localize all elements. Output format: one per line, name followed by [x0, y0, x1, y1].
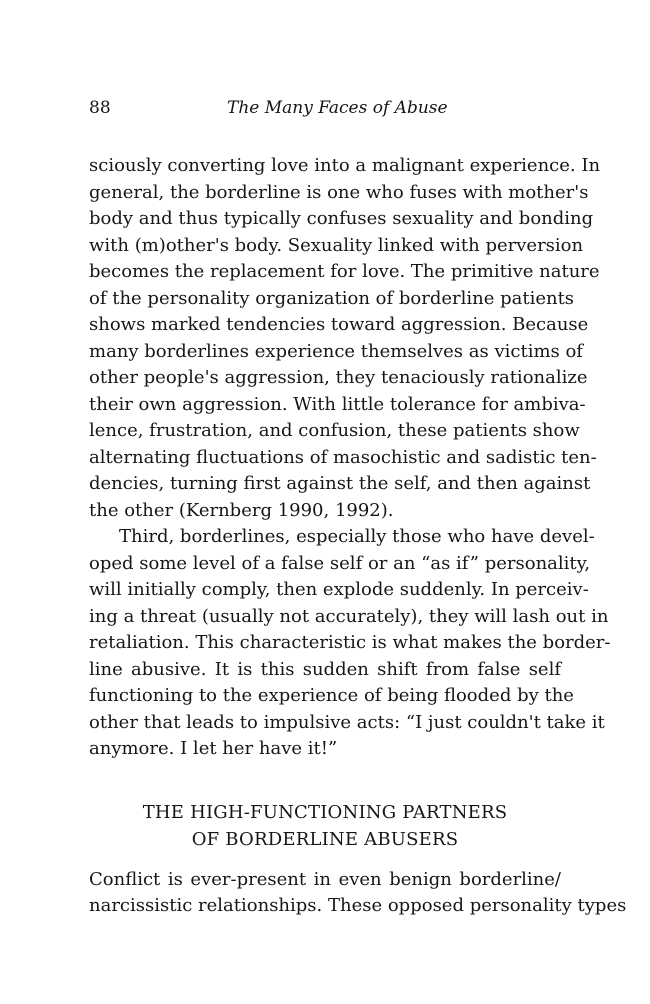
text-line: anymore. I let her have it!”: [89, 738, 338, 759]
text-line: functioning to the experience of being flooded by the: [89, 685, 574, 706]
page-number: 88: [89, 98, 111, 118]
text-line: alternating fluctuations of masochistic and sadistic ten-: [89, 446, 597, 468]
text-line: Conflict is ever-present in even benign borderline/: [89, 868, 561, 890]
text-line: sciously converting love into a malignant experience. In: [89, 155, 601, 176]
text-line: of the personality organization of borderline patients: [89, 287, 575, 309]
text-line: shows marked tendencies toward aggression. Because: [89, 314, 589, 335]
text-line: lence, frustration, and confusion, these patients show: [89, 420, 580, 441]
running-head: [89, 98, 561, 124]
paragraph-conflict: [89, 867, 627, 920]
paragraph-continued: [89, 153, 601, 524]
text-line: Third, borderlines, especially those who have devel-: [119, 526, 595, 547]
text-line: oped some level of a false self or an “as if” personality,: [89, 552, 591, 574]
book-page: [89, 98, 627, 920]
text-line: general, the borderline is one who fuses with mother's: [89, 181, 589, 203]
text-line: the other (Kernberg 1990, 1992).: [89, 499, 394, 521]
text-line: body and thus typically confuses sexuality and bonding: [89, 208, 594, 229]
text-line: dencies, turning first against the self, and then against: [89, 473, 591, 494]
section-heading-line: THE HIGH-FUNCTIONING PARTNERS: [142, 801, 508, 823]
section-heading: [89, 799, 561, 853]
text-line: many borderlines experience themselves as victims of: [89, 340, 583, 362]
text-line: other that leads to impulsive acts: “I just couldn't take it: [89, 711, 605, 733]
running-title: The Many Faces of Abuse: [227, 98, 448, 118]
text-line: becomes the replacement for love. The primitive nature: [89, 261, 600, 282]
text-line: ing a threat (usually not accurately), they will lash out in: [89, 605, 609, 627]
text-line: line abusive. It is this sudden shift from false self: [89, 658, 561, 680]
text-line: will initially comply, then explode suddenly. In perceiv-: [89, 579, 589, 600]
body-text: [89, 153, 627, 920]
section-heading-line: OF BORDERLINE ABUSERS: [191, 828, 459, 850]
text-line: retaliation. This characteristic is what makes the border-: [89, 632, 611, 653]
text-line: other people's aggression, they tenaciously rationalize: [89, 367, 588, 388]
text-line: their own aggression. With little tolerance for ambiva-: [89, 393, 586, 415]
text-line: with (m)other's body. Sexuality linked with perversion: [89, 234, 584, 256]
paragraph-third-point: [89, 524, 611, 763]
text-line: narcissistic relationships. These opposed personality types: [89, 895, 627, 916]
